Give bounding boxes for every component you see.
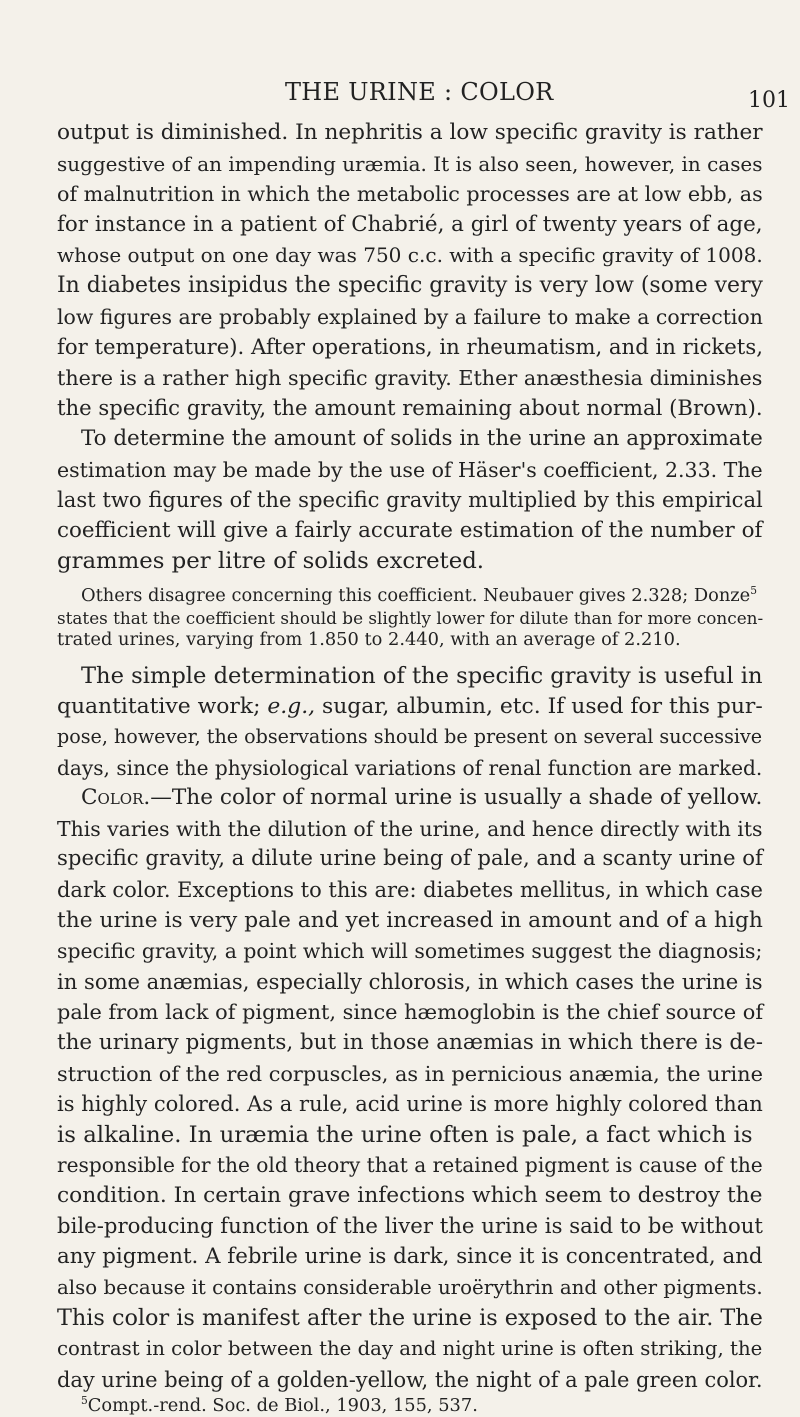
note-line: states that the coefficient should be slightly lower for dilute than for more concen-: [57, 607, 764, 628]
spacer: [57, 577, 767, 585]
text-line: whose output on one day was 750 c.c. with a specific gravity of 1008.: [57, 243, 763, 268]
text-line: is alkaline. In uræmia the urine often is pale, a fact which is: [57, 1121, 753, 1148]
text-line: bile-producing function of the liver the urine is said to be without: [57, 1213, 763, 1239]
text-line: This varies with the dilution of the urine, and hence directly with its: [57, 816, 763, 841]
footnote-reference: 5: [750, 583, 758, 597]
text-line: struction of the red corpuscles, as in pernicious anæmia, the urine: [57, 1061, 763, 1086]
text-line: grammes per litre of solids excreted.: [57, 548, 485, 575]
text-line: dark color. Exceptions to this are: diabetes mellitus, in which case: [57, 878, 763, 903]
text-line: To determine the amount of solids in the urine an approximate: [81, 425, 763, 451]
text-line: suggestive of an impending uræmia. It is also seen, however, in cases: [57, 151, 763, 176]
text-line: pale from lack of pigment, since hæmoglobin is the chief source of: [57, 1000, 764, 1025]
text-line: low figures are probably explained by a failure to make a correction: [57, 304, 763, 329]
text-line: also because it contains considerable uroërythrin and other pigments.: [57, 1275, 763, 1299]
text-line: The simple determination of the specific gravity is useful in: [81, 662, 763, 689]
text-line: day urine being of a golden-yellow, the night of a pale green color.: [57, 1367, 763, 1392]
body-text: [57, 118, 767, 1417]
text-line: for temperature). After operations, in rheumatism, and in rickets,: [57, 334, 763, 360]
paragraph-solids: [57, 424, 767, 577]
page-number: 101: [748, 88, 790, 113]
text-line: specific gravity, a dilute urine being of pale, and a scanty urine of: [57, 846, 763, 872]
text-run: sugar, albumin, etc. If used for this pur-: [315, 693, 763, 719]
note-text: Others disagree concerning this coefficient. Neubauer gives 2.328; Donze: [81, 584, 751, 606]
text-line: output is diminished. In nephritis a low specific gravity is rather: [57, 120, 763, 145]
text-line: [57, 692, 767, 723]
text-line: In diabetes insipidus the specific gravity is very low (some very: [57, 272, 763, 298]
text-line: coefficient will give a fairly accurate estimation of the number of: [57, 517, 763, 543]
text-line: in some anæmias, especially chlorosis, in which cases the urine is: [57, 968, 763, 994]
text-line: condition. In certain grave infections which seem to destroy the: [57, 1183, 763, 1208]
text-line: the urinary pigments, but in those anæmias in which there is de-: [57, 1030, 764, 1056]
small-print-note: [57, 585, 767, 651]
text-line: the specific gravity, the amount remaining about normal (Brown).: [57, 395, 763, 421]
text-line: any pigment. A febrile urine is dark, since it is concentrated, and: [57, 1244, 763, 1270]
running-head: THE URINE : COLOR: [285, 78, 554, 106]
text-line: of malnutrition in which the metabolic processes are at low ebb, as: [57, 182, 763, 207]
paragraph-specific-gravity: [57, 118, 767, 424]
footnote-marker: 5: [81, 1394, 88, 1408]
text-line: contrast in color between the day and night urine is often striking, the: [57, 1336, 763, 1360]
section-heading: Color.: [81, 785, 151, 811]
italic-text: e.g.,: [267, 693, 316, 719]
text-line: This color is manifest after the urine is exposed to the air. The: [57, 1305, 763, 1332]
footnote: [57, 1395, 767, 1417]
text-line: is highly colored. As a rule, acid urine is more highly colored than: [57, 1091, 763, 1117]
section-color: [57, 783, 767, 1395]
text-line: estimation may be made by the use of Häser's coefficient, 2.33. The: [57, 457, 763, 482]
text-line: responsible for the old theory that a retained pigment is cause of the: [57, 1153, 763, 1178]
text-line: last two figures of the specific gravity multiplied by this empirical: [57, 487, 763, 513]
text-run: quantitative work;: [57, 693, 268, 719]
spacer: [57, 651, 767, 661]
text-line: [57, 783, 767, 814]
text-line: pose, however, the observations should be present on several successive: [57, 725, 763, 749]
text-line: days, since the physiological variations of renal function are marked.: [57, 755, 763, 780]
note-line: trated urines, varying from 1.850 to 2.440, with an average of 2.210.: [57, 628, 681, 650]
text-line: there is a rather high specific gravity. Ether anæsthesia diminishes: [57, 365, 763, 390]
paragraph-determination: [57, 661, 767, 783]
page-header: [0, 78, 800, 113]
text-line: for instance in a patient of Chabrié, a girl of twenty years of age,: [57, 211, 763, 237]
note-line: [57, 585, 767, 607]
text-line: specific gravity, a point which will sometimes suggest the diagnosis;: [57, 939, 763, 964]
text-run: —The color of normal urine is usually a shade of yellow.: [150, 785, 763, 811]
footnote-text: Compt.-rend. Soc. de Biol., 1903, 155, 537.: [87, 1395, 478, 1417]
text-line: the urine is very pale and yet increased in amount and of a high: [57, 907, 763, 933]
